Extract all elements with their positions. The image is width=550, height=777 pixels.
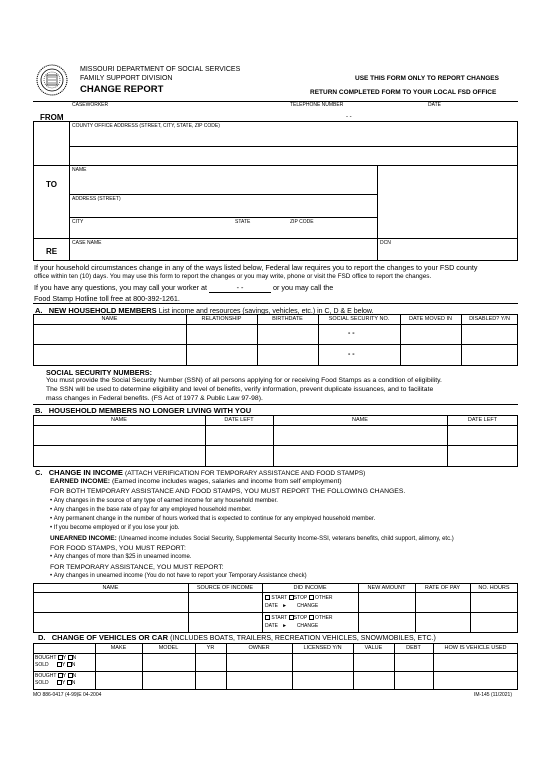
stop-label: STOP	[293, 615, 308, 621]
state-field[interactable]	[234, 225, 286, 237]
y-label: Y	[62, 655, 67, 661]
col-birthdate: BIRTHDATE	[272, 316, 303, 322]
change-label: CHANGE	[296, 623, 319, 629]
c-bullet-3: • Any permanent change in the number of hours worked that is expected to continue for any employed household member.	[50, 516, 376, 522]
section-b-heading	[35, 406, 251, 415]
d-col-model: MODEL	[158, 645, 179, 651]
c-bullet-2: • Any changes in the base rate of pay for any employed household member.	[50, 507, 252, 513]
date-field[interactable]	[425, 108, 515, 120]
section-c-row-1[interactable]	[34, 593, 187, 611]
intro-line-4: Food Stamp Hotline toll free at 800-392-1261.	[34, 294, 180, 303]
section-d-row-1[interactable]	[96, 654, 517, 670]
notice-return-form: RETURN COMPLETED FORM TO YOUR LOCAL FSD OFFICE	[310, 89, 497, 96]
caseworker-label: CASEWORKER	[72, 102, 109, 108]
c-bullet-4-text: If you become employed or if you lose your job.	[53, 525, 180, 531]
from-label: FROM	[40, 113, 64, 122]
section-a-letter: A.	[35, 306, 43, 315]
department-name: MISSOURI DEPARTMENT OF SOCIAL SERVICES	[80, 66, 241, 73]
d-col-make: MAKE	[110, 645, 127, 651]
intro-line-1: If your household circumstances change in any of the ways listed below, Federal law requires you to report the changes to your FSD county	[34, 263, 478, 272]
re-label: RE	[46, 247, 58, 256]
start-label: START	[271, 615, 288, 621]
division-name: FAMILY SUPPORT DIVISION	[80, 75, 173, 82]
c-bullet-3-text: Any permanent change in the number of hours worked that is expected to continue for any employed household member.	[53, 516, 376, 522]
section-c-title: CHANGE IN INCOME	[48, 468, 123, 477]
form-number-right: IM-145 (11/2021)	[474, 692, 512, 698]
c-bullet-fs: • Any changes of more than $25 in unearned income.	[50, 554, 192, 560]
intro-line-3a: If you have any questions, you may call your worker at	[34, 283, 207, 292]
c-col-no-hours: NO. HOURS	[478, 585, 510, 591]
for-food-stamps-line: FOR FOOD STAMPS, YOU MUST REPORT:	[50, 545, 186, 552]
bought-label: BOUGHT	[35, 655, 57, 661]
section-a-subtitle: List income and resources (savings, vehicles, etc.) in C, D & E below.	[158, 308, 374, 315]
unearned-income-text: (Unearned income includes Social Security, Supplemental Security Income-SSI, veterans benefits, child support, alimony, etc.)	[118, 536, 454, 542]
zip-field[interactable]	[289, 225, 375, 237]
other-checkbox-1[interactable]	[309, 595, 314, 600]
to-name-field[interactable]	[70, 173, 375, 193]
date-label: DATE	[428, 102, 441, 108]
to-label: TO	[46, 180, 57, 189]
bought-label: BOUGHT	[35, 673, 57, 679]
y-label: Y	[61, 679, 66, 686]
form-number-left: MO 886-0417 (4-99)E 04-2004	[33, 692, 102, 698]
change-label: CHANGE	[296, 603, 319, 609]
col-date-moved-in: DATE MOVED IN	[409, 316, 452, 322]
earned-income-text: (Earned income includes wages, salaries and income from self employment)	[111, 478, 342, 485]
col-name: NAME	[101, 316, 118, 322]
dcn-label: DCN	[380, 240, 391, 246]
c-bullet-4: • If you become employed or if you lose your job.	[50, 525, 180, 531]
b-col-date-left-2: DATE LEFT	[467, 417, 498, 423]
unearned-income-label: UNEARNED INCOME:	[50, 535, 117, 542]
state-seal	[36, 64, 68, 96]
ssn-dashes-row2: - -	[348, 351, 355, 358]
section-c-heading	[35, 468, 365, 477]
state-label: STATE	[235, 219, 251, 225]
address-label: ADDRESS (STREET)	[72, 196, 121, 202]
other-label: OTHER	[315, 595, 333, 601]
section-d-heading	[38, 633, 436, 642]
telephone-label: TELEPHONE NUMBER	[290, 102, 344, 108]
other-label: OTHER	[315, 615, 333, 621]
c-bullet-2-text: Any changes in the base rate of pay for any employed household member.	[53, 507, 252, 513]
bought-sold-cell-2	[35, 673, 95, 688]
c-bullet-1-text: Any changes in the source of any type of earned income for any household member.	[53, 498, 278, 504]
city-label: CITY	[72, 219, 84, 225]
ssn-line-3: mass changes in Federal benefits. (FS Act of 1977 & Public Law 97-98).	[46, 395, 263, 402]
col-relationship: RELATIONSHIP	[201, 316, 242, 322]
b-col-name-2: NAME	[352, 417, 368, 423]
section-b-row-1[interactable]	[34, 426, 517, 444]
section-c-letter: C.	[35, 468, 43, 477]
d-col-owner: OWNER	[248, 645, 270, 651]
b-col-name-1: NAME	[111, 417, 127, 423]
start-label: START	[271, 595, 288, 601]
page-title: CHANGE REPORT	[80, 84, 164, 95]
section-b-title: HOUSEHOLD MEMBERS NO LONGER LIVING WITH YOU	[48, 406, 252, 415]
city-field[interactable]	[70, 225, 230, 237]
stop-label: STOP	[293, 595, 308, 601]
section-c-row-2[interactable]	[34, 613, 187, 632]
notice-use-form: USE THIS FORM ONLY TO REPORT CHANGES	[355, 75, 499, 82]
caseworker-field[interactable]	[70, 108, 285, 120]
dcn-field[interactable]	[379, 246, 516, 259]
intro-line-3	[34, 283, 333, 293]
date-small-label: DATE	[265, 603, 278, 609]
n-label: N	[72, 673, 77, 679]
d-col-yr: YR	[206, 645, 215, 651]
start-checkbox-1[interactable]	[265, 595, 270, 600]
c-bullet-ta: • Any changes in unearned income (You do not have to report your Temporary Assistance check)	[50, 573, 307, 579]
earned-income-label: EARNED INCOME:	[50, 478, 111, 485]
section-d-title: CHANGE OF VEHICLES OR CAR	[51, 633, 169, 642]
other-checkbox-2[interactable]	[309, 615, 314, 620]
c-bullet-1: • Any changes in the source of any type of earned income for any household member.	[50, 498, 278, 504]
sold-label: SOLD	[35, 679, 49, 686]
for-ta-line: FOR TEMPORARY ASSISTANCE, YOU MUST REPORT:	[50, 564, 224, 571]
section-a-row-1[interactable]	[34, 325, 517, 343]
y-label: Y	[62, 673, 67, 679]
c-col-name: NAME	[102, 585, 119, 591]
section-a-title: NEW HOUSEHOLD MEMBERS	[48, 306, 157, 315]
y-label: Y	[61, 661, 66, 668]
address-field[interactable]	[70, 202, 375, 216]
c-bullet-ta-text: Any changes in unearned income (You do not have to report your Temporary Assistance check)	[53, 573, 307, 579]
case-name-label: CASE NAME	[72, 240, 102, 246]
d-col-value: VALUE	[364, 645, 383, 651]
ssn-dashes-row1: - -	[348, 330, 355, 337]
c-col-did-income: DID INCOME	[293, 585, 327, 591]
d-col-debt: DEBT	[406, 645, 421, 651]
section-b-letter: B.	[35, 406, 43, 415]
n-label: N	[72, 655, 77, 661]
worker-phone-field[interactable]: - -	[209, 283, 271, 293]
section-b-row-2[interactable]	[34, 446, 517, 466]
d-col-licensed: LICENSED Y/N	[303, 645, 342, 651]
phone-dashes: - -	[346, 114, 352, 120]
bought-sold-cell-1	[35, 655, 95, 670]
n-label: N	[71, 661, 76, 668]
ssn-line-2: The SSN will be used to determine eligibility and level of benefits, verify information, prevent duplicate issuances, and to facilitate	[46, 386, 434, 393]
intro-line-3b: or you may call the	[272, 283, 334, 292]
section-d-title-rest: (INCLUDES BOATS, TRAILERS, RECREATION VEHICLES, SNOWMOBILES, ETC.)	[170, 635, 436, 642]
n-label: N	[71, 679, 76, 686]
telephone-field[interactable]	[290, 108, 420, 120]
earned-income-line	[50, 478, 342, 485]
to-name-label: NAME	[72, 167, 87, 173]
section-d-letter: D.	[38, 633, 46, 642]
c-col-rate-of-pay: RATE OF PAY	[424, 585, 461, 591]
section-d-row-2[interactable]	[96, 672, 517, 689]
start-checkbox-2[interactable]	[265, 615, 270, 620]
county-address-field[interactable]	[70, 130, 517, 145]
ssn-title: SOCIAL SECURITY NUMBERS:	[46, 368, 152, 377]
section-c-title-rest: (ATTACH VERIFICATION FOR TEMPORARY ASSISTANCE AND FOOD STAMPS)	[125, 470, 366, 477]
zip-label: ZIP CODE	[290, 219, 314, 225]
col-disabled: DISABLED? Y/N	[469, 316, 510, 322]
section-a-row-2[interactable]	[34, 345, 517, 365]
did-income-cell-2: START STOP OTHER DATE ► CHANGE	[265, 615, 333, 629]
county-address-label: COUNTY OFFICE ADDRESS (STREET, CITY, STATE, ZIP CODE)	[72, 123, 220, 129]
d-col-vehicle-use: HOW IS VEHICLE USED	[444, 645, 507, 651]
c-col-source: SOURCE OF INCOME	[196, 585, 254, 591]
date-small-label: DATE	[265, 623, 278, 629]
b-col-date-left-1: DATE LEFT	[224, 417, 254, 423]
c-col-new-amount: NEW AMOUNT	[367, 585, 406, 591]
case-name-field[interactable]	[70, 246, 375, 259]
col-ssn: SOCIAL SECURITY NO.	[328, 316, 390, 322]
ssn-line-1: You must provide the Social Security Number (SSN) of all persons applying for or receiving Food Stamps as a condition of eligibility.	[46, 377, 442, 384]
unearned-income-line	[50, 535, 454, 542]
intro-line-2: office within ten (10) days. You may use this form to report the changes or you may write, phone or visit the FSD office to report the changes.	[34, 273, 432, 280]
sold-label: SOLD	[35, 661, 49, 668]
did-income-cell-1: START STOP OTHER DATE ► CHANGE	[265, 595, 333, 609]
c-bullet-fs-text: Any changes of more than $25 in unearned income.	[53, 554, 192, 560]
for-both-line: FOR BOTH TEMPORARY ASSISTANCE AND FOOD STAMPS, YOU MUST REPORT THE FOLLOWING CHANGES.	[50, 488, 406, 495]
